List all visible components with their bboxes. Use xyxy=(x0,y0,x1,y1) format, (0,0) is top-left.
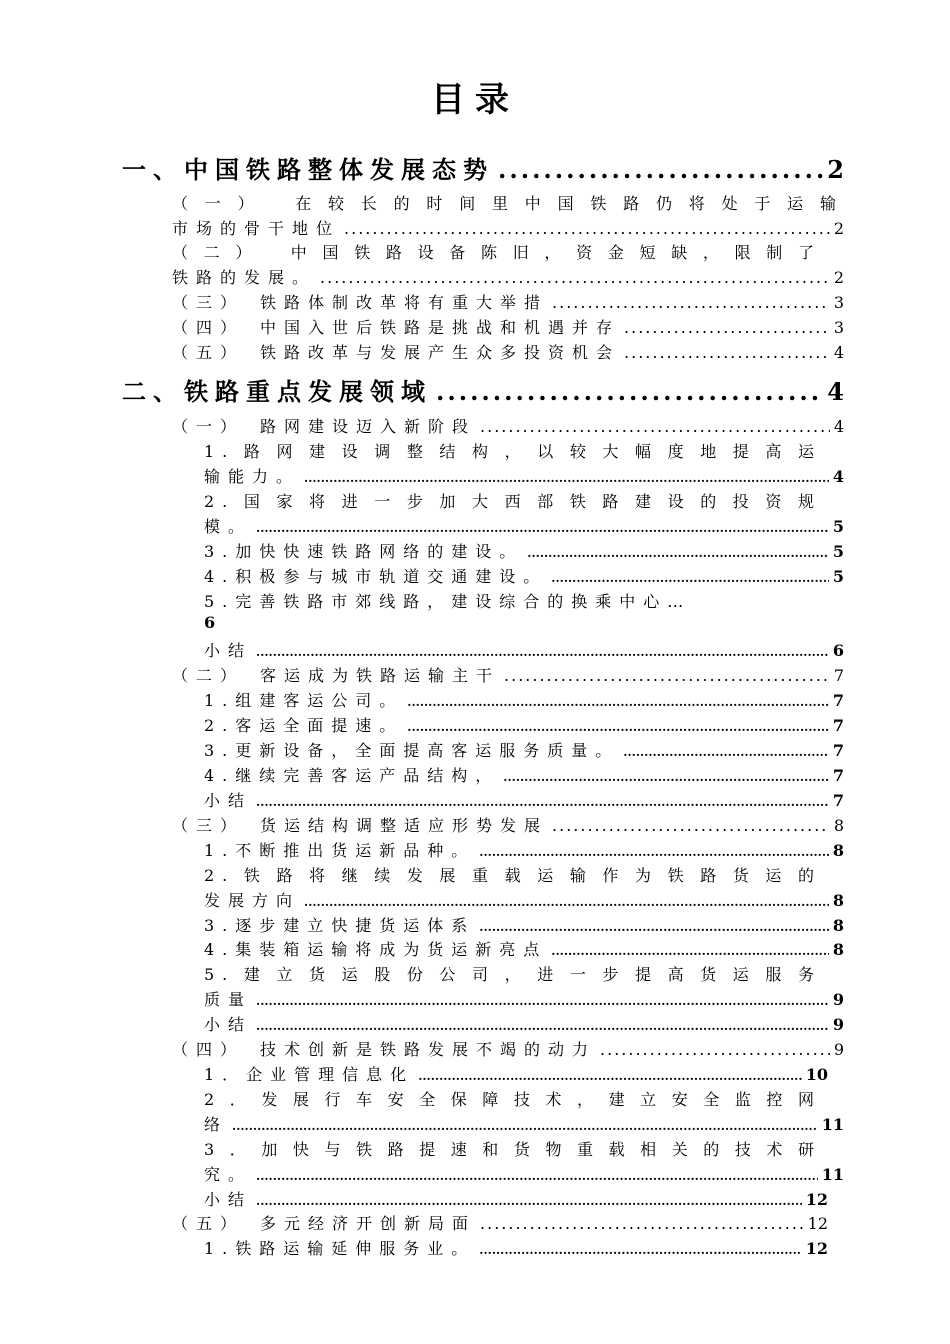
toc-title: 目录 xyxy=(431,80,519,120)
toc-entry-2-1-2[interactable]: 模。 ..... 5 xyxy=(204,514,844,538)
toc-entry-2-4[interactable]: （四） 技术创新是铁路发展不竭的动力 ..... 9 xyxy=(172,1037,844,1061)
toc-entry-1-5[interactable]: （五） 铁路改革与发展产生众多投资机会 ..... 4 xyxy=(172,340,844,364)
toc-entry-2-1-5-line1[interactable]: 5.完善铁路市郊线路，建设综合的换乘中心 … xyxy=(204,592,684,611)
leader-dots xyxy=(498,155,823,184)
toc-entry-1-3[interactable]: （三） 铁路体制改革将有重大举措 ..... 3 xyxy=(172,290,844,314)
toc-entry-2-4-1[interactable]: 1．企业管理信息化 ..... 10 xyxy=(204,1062,828,1086)
toc-entry-1-2-line1[interactable]: （二） 中国铁路设备陈旧，资金短缺，限制了 xyxy=(172,243,822,262)
toc-entry-2-3-1[interactable]: 1.不断推出货运新品种。 ..... 8 xyxy=(204,838,844,862)
toc-entry-2-1-5-page[interactable]: 6 xyxy=(204,613,224,632)
toc-entry-section-2[interactable]: 二、铁路重点发展领域 ..... 4 xyxy=(122,372,844,408)
page-number: 2 xyxy=(827,155,844,184)
toc-entry-1-1-line1[interactable]: （一） 在较长的时间里中国铁路仍将处于运输 xyxy=(172,194,844,213)
toc-entry-2-4-3-line1[interactable]: 3．加快与铁路提速和货物重载相关的技术研 xyxy=(204,1140,822,1159)
toc-entry-2-3-3[interactable]: 3.逐步建立快捷货运体系 ..... 8 xyxy=(204,913,844,937)
toc-entry-2-5-1[interactable]: 1.铁路运输延伸服务业。 ..... 12 xyxy=(204,1236,828,1260)
toc-entry-2-1-4[interactable]: 4.积极参与城市轨道交通建设。 ..... 5 xyxy=(204,564,844,588)
toc-entry-2-4-2[interactable]: 络 ..... 11 xyxy=(204,1112,844,1136)
toc-entry-2-2-4[interactable]: 4.继续完善客运产品结构， ..... 7 xyxy=(204,763,844,787)
toc-entry-2-2-2[interactable]: 2.客运全面提速。 ..... 7 xyxy=(204,713,844,737)
toc-entry-1-1[interactable]: 市场的骨干地位 ..... 2 xyxy=(172,216,844,240)
toc-entry-2-2[interactable]: （二） 客运成为铁路运输主干 ..... 7 xyxy=(172,663,844,687)
toc-entry-2-1-2-line1[interactable]: 2.国家将进一步加大西部铁路建设的投资规 xyxy=(204,492,822,511)
toc-entry-2-2-1[interactable]: 1.组建客运公司。 ..... 7 xyxy=(204,688,844,712)
toc-entry-section-1[interactable]: 一、中国铁路整体发展态势 ..... 2 xyxy=(122,150,844,186)
toc-entry-2-4-summary[interactable]: 小结 ..... 12 xyxy=(204,1187,828,1211)
toc-entry-2-1-1[interactable]: 输能力。 ..... 4 xyxy=(204,464,844,488)
toc-entry-2-4-3[interactable]: 究。 ..... 11 xyxy=(204,1162,844,1186)
toc-entry-2-3-4[interactable]: 4.集装箱运输将成为货运新亮点 ..... 8 xyxy=(204,937,844,961)
toc-entry-2-2-summary[interactable]: 小结 ..... 7 xyxy=(204,788,844,812)
toc-entry-2-1-3[interactable]: 3.加快快速铁路网络的建设。 ..... 5 xyxy=(204,539,844,563)
toc-entry-2-3[interactable]: （三） 货运结构调整适应形势发展 ..... 8 xyxy=(172,813,844,837)
toc-entry-1-2[interactable]: 铁路的发展。 ..... 2 xyxy=(172,265,844,289)
toc-entry-2-1-summary[interactable]: 小结 ..... 6 xyxy=(204,638,844,662)
toc-entry-2-3-5-line1[interactable]: 5.建立货运股份公司，进一步提高货运服务 xyxy=(204,965,822,984)
toc-entry-2-1-1-line1[interactable]: 1.路网建设调整结构，以较大幅度地提高运 xyxy=(204,442,822,461)
toc-entry-2-2-3[interactable]: 3.更新设备，全面提高客运服务质量。 ..... 7 xyxy=(204,738,844,762)
toc-entry-2-5[interactable]: （五） 多元经济开创新局面 ..... 12 xyxy=(172,1211,828,1235)
toc-entry-2-3-2[interactable]: 发展方向 ..... 8 xyxy=(204,888,844,912)
toc-entry-2-3-2-line1[interactable]: 2.铁路将继续发展重载运输作为铁路货运的 xyxy=(204,866,822,885)
toc-entry-2-1[interactable]: （一） 路网建设迈入新阶段 ..... 4 xyxy=(172,414,844,438)
toc-entry-2-3-5[interactable]: 质量 ..... 9 xyxy=(204,987,844,1011)
toc-entry-2-4-2-line1[interactable]: 2．发展行车安全保障技术，建立安全监控网 xyxy=(204,1090,822,1109)
toc-entry-1-4[interactable]: （四） 中国入世后铁路是挑战和机遇并存 ..... 3 xyxy=(172,315,844,339)
toc-entry-2-3-summary[interactable]: 小结 ..... 9 xyxy=(204,1012,844,1036)
